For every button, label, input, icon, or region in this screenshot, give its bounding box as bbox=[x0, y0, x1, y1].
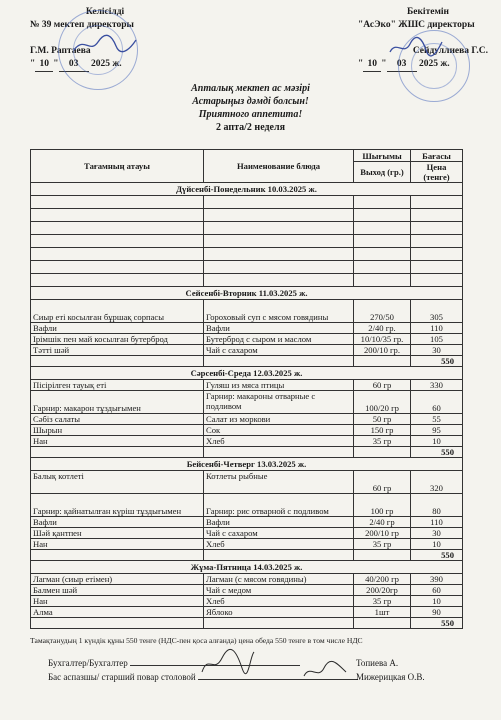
greeting-kz: Астарыңыз дәмді болсын! bbox=[192, 96, 309, 107]
table-row: Нан Хлеб 35 гр 10 bbox=[31, 539, 463, 550]
table-row bbox=[31, 248, 463, 261]
header-price-ru: Цена (тенге) bbox=[411, 162, 463, 183]
school-director-title: № 39 мектеп директоры bbox=[30, 20, 134, 30]
approval-date-right: " 10 " 03 2025 ж. bbox=[358, 58, 498, 72]
accountant-name: Топиева А. bbox=[356, 658, 399, 668]
header-ru-name: Наименование блюда bbox=[204, 150, 354, 183]
accountant-role: Бухгалтер/Бухгалтер bbox=[48, 658, 300, 668]
week-label: 2 апта/2 неделя bbox=[215, 122, 286, 133]
price-footnote: Тамақтанудың 1 күндік құны 550 тенге (НДС-пен қоса алғанда) цена обеда 550 тенге в том числе НДС bbox=[30, 636, 363, 645]
agreed-label: Келісілді bbox=[85, 7, 125, 17]
table-row bbox=[31, 222, 463, 235]
table-row: Алма Яблоко 1шт 90 bbox=[31, 607, 463, 618]
table-row bbox=[31, 235, 463, 248]
total-row-tuesday: 550 bbox=[31, 356, 463, 367]
chef-name: Мижерицкая О.В. bbox=[356, 672, 425, 682]
approval-date-left: " 10 " 03 2025 ж. bbox=[30, 58, 180, 72]
table-header-row bbox=[31, 150, 463, 162]
day-row-thursday: Бейсенбі-Четверг 13.03.2025 ж. bbox=[31, 458, 463, 471]
table-row: Вафли Вафли 2/40 гр. 110 bbox=[31, 323, 463, 334]
table-row: Лагман (сиыр етімен) Лагман (с мясом говядины) 40/200 гр 390 bbox=[31, 574, 463, 585]
table-row: Балық котлеті Котлеты рыбные 60 гр 320 bbox=[31, 471, 463, 494]
total-row-thursday: 550 bbox=[31, 550, 463, 561]
director-name-left: Г.М. Раптаева bbox=[30, 46, 91, 56]
signature-space-left bbox=[30, 32, 180, 45]
day-row-monday: Дүйсенбі-Понедельник 10.03.2025 ж. bbox=[31, 183, 463, 196]
table-row: Шырын Сок 150 гр 95 bbox=[31, 425, 463, 436]
table-row: Вафли Вафли 2/40 гр 110 bbox=[31, 517, 463, 528]
header-output-ru: Выход (гр.) bbox=[354, 162, 411, 183]
table-row: Нан Хлеб 35 гр 10 bbox=[31, 436, 463, 447]
table-row: Нан Хлеб 35 гр 10 bbox=[31, 596, 463, 607]
table-row: Сиыр еті косылған бұршақ сорпасы Гороховый суп с мясом говядины 270/50 305 bbox=[31, 300, 463, 323]
director-name-right: Сейдуллиева Г.С. bbox=[412, 46, 488, 56]
table-row: Гарнир: макарон тұздығымен Гарнир: макароны отварные с подливом 100/20 гр 60 bbox=[31, 391, 463, 414]
table-row: Пісірілген тауық еті Гуляш из мяса птицы 60 гр 330 bbox=[31, 380, 463, 391]
table-row bbox=[31, 261, 463, 274]
table-row: Балмен шәй Чай с медом 200/20гр 60 bbox=[31, 585, 463, 596]
total-row-wednesday: 550 bbox=[31, 447, 463, 458]
day-row-tuesday: Сейсенбі-Вторник 11.03.2025 ж. bbox=[31, 287, 463, 300]
header-kz-name: Тағамның атауы bbox=[31, 150, 204, 183]
header-price-kz: Бағасы bbox=[411, 150, 463, 162]
table-row bbox=[31, 209, 463, 222]
table-row: Шәй қантпен Чай с сахаром 200/10 гр 30 bbox=[31, 528, 463, 539]
menu-title: Апталық мектеп ас мәзірі bbox=[191, 83, 310, 94]
greeting-ru: Приятного аппетита! bbox=[198, 109, 303, 120]
signature-space-right bbox=[358, 32, 498, 45]
table-row bbox=[31, 196, 463, 209]
approval-block-left bbox=[30, 6, 180, 72]
approval-block-right bbox=[358, 6, 498, 72]
total-row-friday: 550 bbox=[31, 618, 463, 629]
table-row: Гарнир: қайнатылған күріш тұздығымен Гарнир: рис отварной с подливом 100 гр 80 bbox=[31, 494, 463, 517]
table-row: Сәбіз салаты Салат из моркови 50 гр 55 bbox=[31, 414, 463, 425]
table-row: Ірімшік пен май косылған бутерброд Бутерброд с сыром и маслом 10/10/35 гр. 105 bbox=[31, 334, 463, 345]
approve-label: Бекітемін bbox=[406, 7, 450, 17]
company-director-title: "АсЭко" ЖШС директоры bbox=[358, 20, 475, 30]
menu-table bbox=[30, 149, 463, 629]
table-row bbox=[31, 274, 463, 287]
header-output-kz: Шығымы bbox=[354, 150, 411, 162]
day-row-friday: Жұма-Пятница 14.03.2025 ж. bbox=[31, 561, 463, 574]
chef-role: Бас аспазшы/ старший повар столовой bbox=[48, 672, 358, 682]
day-row-wednesday: Сәрсенбі-Среда 12.03.2025 ж. bbox=[31, 367, 463, 380]
menu-title-block bbox=[0, 82, 501, 134]
table-row: Тәтті шәй Чай с сахаром 200/10 гр. 30 bbox=[31, 345, 463, 356]
